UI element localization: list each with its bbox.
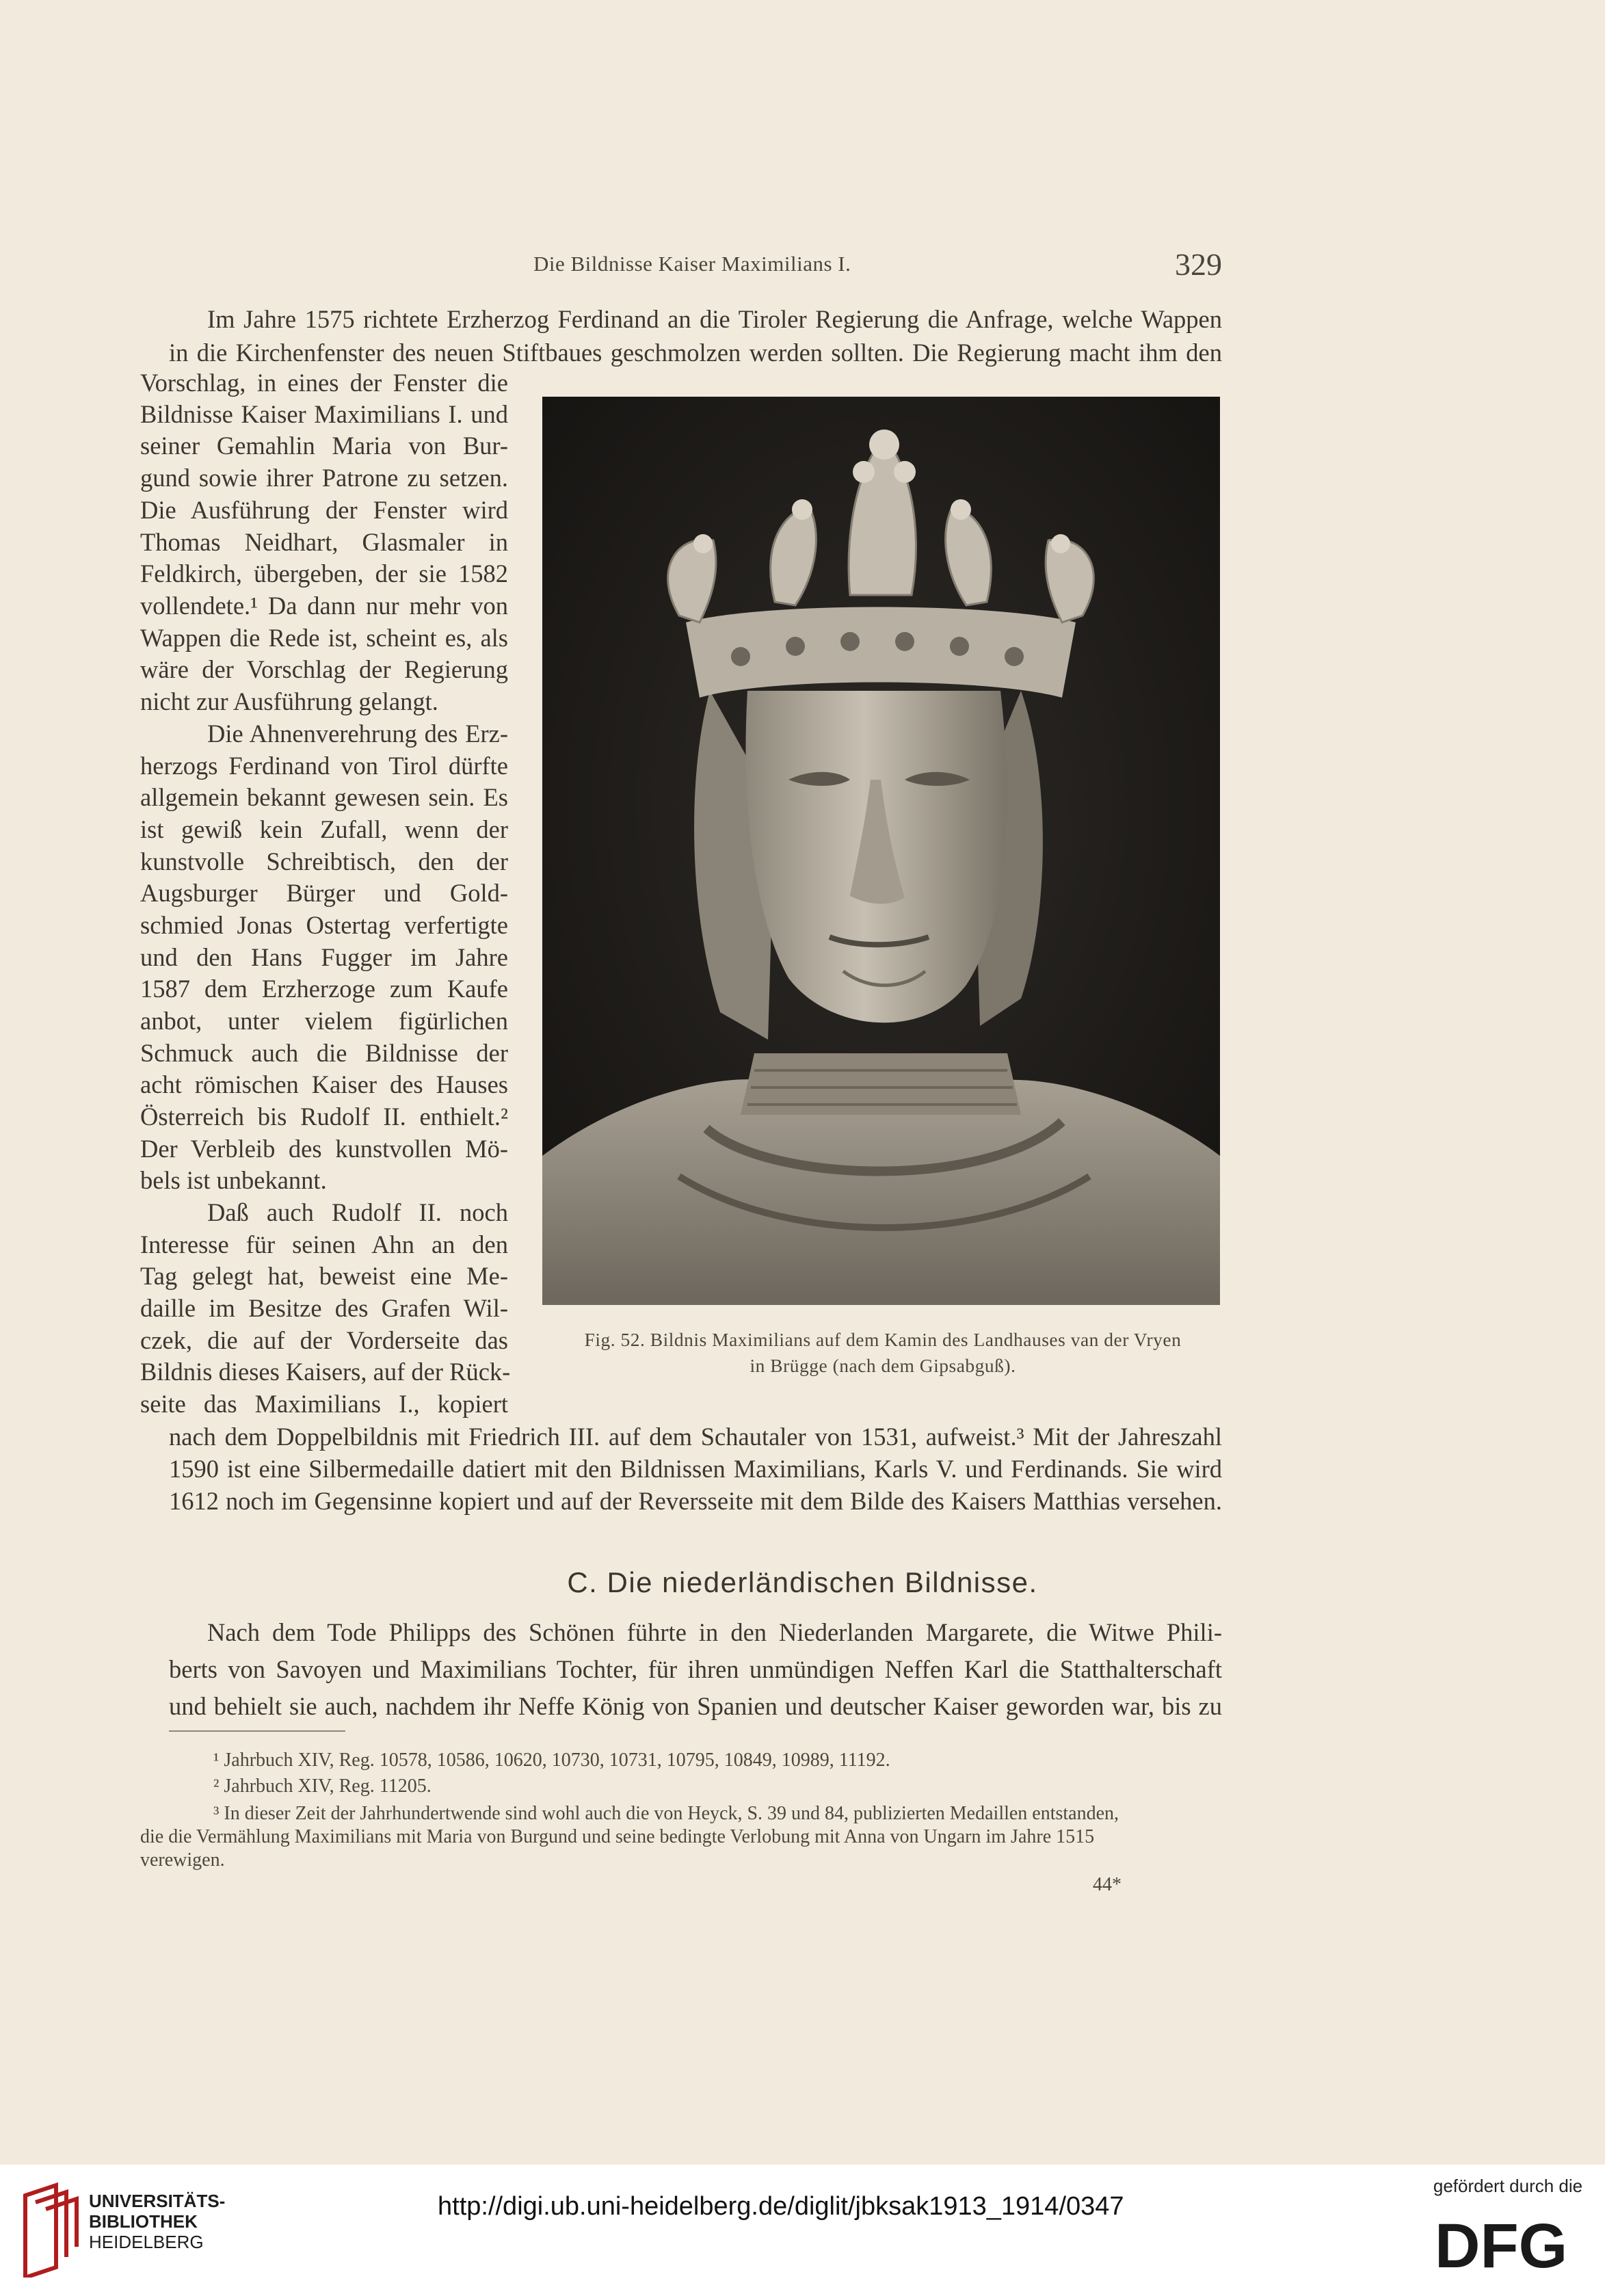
signature-mark: 44* (1093, 1874, 1122, 1895)
footnote: die die Vermählung Maximilians mit Maria von Burgund und seine bedingte Verlobung mit Anna von Ungarn im Jahre 1515 (140, 1826, 1095, 1847)
dfg-logo-icon (1435, 2213, 1589, 2274)
column-line: Bildnis dieses Kaisers, auf der Rück- (140, 1358, 511, 1386)
footnote: ³ In dieser Zeit der Jahrhundertwende sind wohl auch die von Heyck, S. 39 und 84, publizierten Medaillen entstanden, (213, 1803, 1119, 1824)
funding-note: gefördert durch die (1433, 2176, 1583, 2196)
body-line: und behielt sie auch, nachdem ihr Neffe König von Spanien und deutscher Kaiser geworden war, bis zu (169, 1692, 1222, 1720)
caption-line: in Brügge (nach dem Gipsabguß). (750, 1355, 1016, 1376)
column-line: vollendete.¹ Da dann nur mehr von (140, 592, 508, 620)
body-line: in die Kirchenfenster des neuen Stiftbaues geschmolzen werden sollten. Die Regierung macht ihm den (169, 339, 1222, 367)
column-line: acht römischen Kaiser des Hauses (140, 1070, 508, 1098)
column-line: seiner Gemahlin Maria von Bur- (140, 432, 508, 460)
running-title: Die Bildnisse Kaiser Maximilians I. (533, 252, 851, 276)
column-line: anbot, unter vielem figürlichen (140, 1007, 508, 1035)
page-header (0, 246, 1605, 287)
document-url-link[interactable]: http://digi.ub.uni-heidelberg.de/diglit/jbksak1913_1914/0347 (438, 2192, 1124, 2221)
column-line: daille im Besitze des Grafen Wil- (140, 1294, 508, 1322)
column-line: seite das Maximilians I., kopiert (140, 1390, 508, 1418)
footnote: ¹ Jahrbuch XIV, Reg. 10578, 10586, 10620, 10730, 10731, 10795, 10849, 10989, 11192. (213, 1750, 890, 1771)
column-line: Interesse für seinen Ahn an den (140, 1230, 508, 1258)
column-line: czek, die auf der Vorderseite das (140, 1326, 508, 1354)
footnote: ² Jahrbuch XIV, Reg. 11205. (213, 1776, 432, 1797)
column-line: Die Ahnenverehrung des Erz- (207, 720, 508, 748)
column-line: Feldkirch, übergeben, der sie 1582 (140, 559, 508, 588)
caption-line: Fig. 52. Bildnis Maximilians auf dem Kamin des Landhauses van der Vryen (584, 1329, 1182, 1350)
library-name-line: BIBLIOTHEK (89, 2211, 198, 2232)
column-line: Österreich bis Rudolf II. enthielt.² (140, 1103, 508, 1131)
footnote-rule (169, 1730, 345, 1732)
body-line: berts von Savoyen und Maximilians Tochter, für ihren unmündigen Neffen Karl die Statthalterschaft (169, 1655, 1222, 1683)
body-line: Nach dem Tode Philipps des Schönen führte in den Niederlanden Margarete, die Witwe Phili- (207, 1618, 1222, 1646)
column-line: und den Hans Fugger im Jahre (140, 943, 508, 971)
footnote: verewigen. (140, 1849, 225, 1871)
figure-caption (544, 1327, 1221, 1379)
column-line: Thomas Neidhart, Glasmaler in (140, 528, 508, 556)
column-line: bels ist unbekannt. (140, 1166, 327, 1194)
column-line: kunstvolle Schreibtisch, den der (140, 847, 508, 875)
footer-bar (0, 2165, 1605, 2296)
library-name (89, 2191, 225, 2252)
column-line: Der Verbleib des kunstvollen Mö- (140, 1135, 508, 1163)
column-line: schmied Jonas Ostertag verfertigte (140, 911, 508, 939)
column-line: ist gewiß kein Zufall, wenn der (140, 815, 508, 843)
body-line: Im Jahre 1575 richtete Erzherzog Ferdinand an die Tiroler Regierung die Anfrage, welche Wappen (207, 305, 1222, 333)
body-line: nach dem Doppelbildnis mit Friedrich III. auf dem Schautaler von 1531, aufweist.³ Mit der Jahreszahl (169, 1423, 1222, 1451)
column-line: Wappen die Rede ist, scheint es, als (140, 624, 508, 652)
column-line: Vorschlag, in eines der Fenster die (140, 369, 508, 397)
column-line: wäre der Vorschlag der Regierung (140, 655, 508, 683)
column-line: 1587 dem Erzherzoge zum Kaufe (140, 975, 508, 1003)
column-line: allgemein bekannt gewesen sein. Es (140, 783, 508, 811)
dfg-logo-text: DFG (1435, 2213, 1568, 2274)
library-logo-icon (15, 2182, 83, 2278)
library-name-line: UNIVERSITÄTS- (89, 2191, 226, 2211)
page-number: 329 (1175, 247, 1222, 282)
column-line: Bildnisse Kaiser Maximilians I. und (140, 400, 508, 428)
column-line: Augsburger Bürger und Gold- (140, 879, 508, 907)
column-line: herzogs Ferdinand von Tirol dürfte (140, 752, 508, 780)
column-line: gund sowie ihrer Patrone zu setzen. (140, 464, 508, 492)
column-line: nicht zur Ausführung gelangt. (140, 687, 438, 715)
column-line: Tag gelegt hat, beweist eine Me- (140, 1262, 508, 1290)
library-name-line: HEIDELBERG (89, 2232, 204, 2252)
column-line: Die Ausführung der Fenster wird (140, 496, 508, 524)
figure-photo (542, 397, 1220, 1305)
body-line: 1590 ist eine Silbermedaille datiert mit den Bildnissen Maximilians, Karls V. und Ferdinands. Sie wird (169, 1455, 1222, 1483)
section-heading: C. Die niederländischen Bildnisse. (567, 1566, 1038, 1598)
column-line: Schmuck auch die Bildnisse der (140, 1039, 508, 1067)
body-line: 1612 noch im Gegensinne kopiert und auf der Reversseite mit dem Bilde des Kaisers Matthias versehen. (169, 1487, 1222, 1515)
column-line: Daß auch Rudolf II. noch (207, 1198, 508, 1226)
bust-illustration (542, 397, 1220, 1305)
